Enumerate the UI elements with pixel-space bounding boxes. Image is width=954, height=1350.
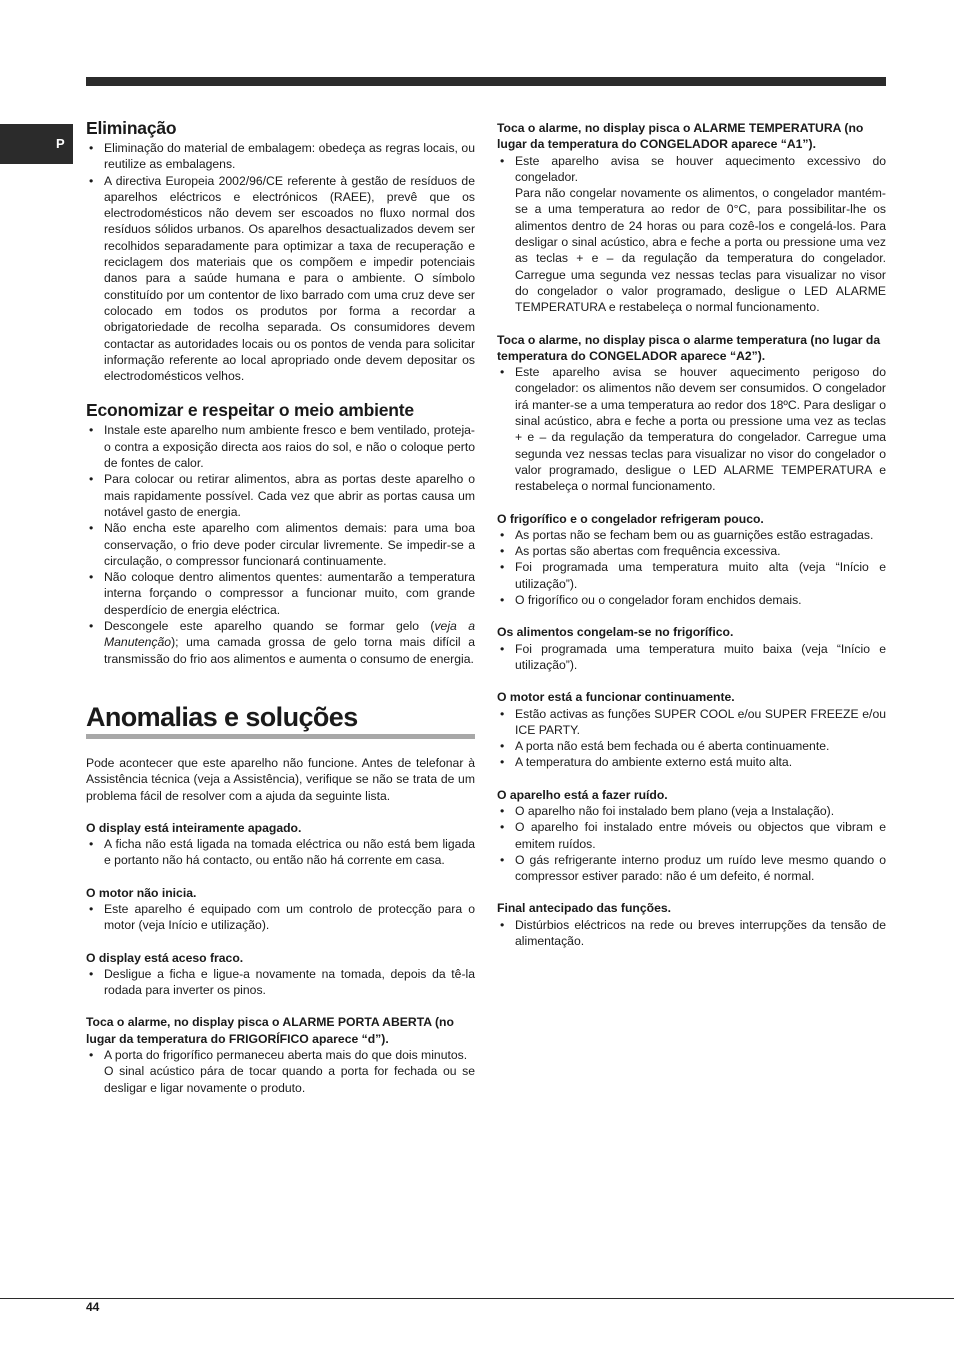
anomalias-intro: Pode acontecer que este aparelho não funcione. Antes de telefonar à Assistência técnica (veja a Assistência), verifique se não se trata de um problema fácil de resolver com a ajuda da seguinte lista. — [86, 755, 475, 803]
manutencao-reference: veja a Manutenção — [104, 619, 475, 650]
list-item: • Este aparelho avisa se houver aquecimento perigoso do congelador: os alimentos não devem ser consumidos. O congelador irá manter-se a uma temperatura ao redor dos 18ºC. Para desligar o sinal acústico, abra e feche a porta ou pressione uma vez as teclas + e – da regulação da temperatura do congelador. Carregue uma segunda vez nessas teclas para visualizar no visor do congelador o valor programado, desligue o LED ALARME TEMPERATURA e restabeleça o normal funcionamento. — [497, 364, 886, 494]
eliminacao-title: Eliminação — [86, 118, 177, 138]
list-item: • Foi programada uma temperatura muito alta (veja “Início e utilização”). — [497, 559, 886, 592]
problem-solutions — [497, 153, 886, 316]
solution-text: A porta do frigorífico permaneceu aberta mais do que dois minutos. — [104, 1048, 468, 1063]
problem-heading: O display está aceso fraco. — [86, 950, 244, 965]
problem-solutions — [86, 836, 475, 869]
list-item: • Desligue a ficha e ligue-a novamente na tomada, depois da tê-la rodada para inverter os pinos. — [86, 966, 475, 999]
list-item: • As portas não se fecham bem ou as guarnições estão estragadas. — [497, 527, 886, 543]
problem-heading: O motor está a funcionar continuamente. — [497, 690, 735, 705]
footer-rule — [0, 1298, 954, 1299]
title-underline — [86, 734, 475, 739]
header-bar — [86, 77, 886, 86]
list-item: • O aparelho não foi instalado bem plano (veja a Instalação). — [497, 803, 886, 819]
problem-heading: Final antecipado das funções. — [497, 901, 672, 916]
list-item: • A porta não está bem fechada ou é aberta continuamente. — [497, 738, 886, 754]
solution-continuation: Para não congelar novamente os alimentos, o congelador mantém-se a uma temperatura ao redor de 0°C, para possibilitar-lhe os alimentos dentro de 24 horas ou para cozê-los e congelá-los. Para desligar o sinal acústico, abra e feche a porta ou pressione uma vez as teclas + e – da regulação da temperatura do congelador. Carregue uma segunda vez nessas teclas para visualizar no visor do congelador o valor programado, desligue o LED ALARME TEMPERATURA e restabeleça o normal funcionamento. — [515, 186, 886, 315]
language-tab-label: P — [56, 136, 65, 151]
problem-heading: O display está inteiramente apagado. — [86, 820, 302, 835]
problem-solutions — [497, 917, 886, 950]
list-item: • O frigorífico ou o congelador foram enchidos demais. — [497, 592, 886, 608]
list-item: • As portas são abertas com frequência excessiva. — [497, 543, 886, 559]
list-item: • Estão activas as funções SUPER COOL e/ou SUPER FREEZE e/ou ICE PARTY. — [497, 706, 886, 739]
right-column — [497, 120, 886, 949]
list-item: • Instale este aparelho num ambiente fresco e bem ventilado, proteja-o contra a exposição directa aos raios do sol, e não o coloque perto de fontes de calor. — [86, 422, 475, 471]
problem-heading: Toca o alarme, no display pisca o ALARME TEMPERATURA (no lugar da temperatura do CONGELADOR aparece “A1”). — [497, 121, 864, 152]
problem-solutions — [497, 527, 886, 608]
problem-solutions — [497, 641, 886, 674]
language-tab — [0, 124, 73, 164]
list-item: • O gás refrigerante interno produz um ruído leve mesmo quando o compressor estiver parado: não é um defeito, é normal. — [497, 852, 886, 885]
problem-solutions — [497, 364, 886, 494]
list-item — [86, 618, 475, 667]
problem-heading: O frigorífico e o congelador refrigeram pouco. — [497, 511, 764, 526]
problem-heading: O aparelho está a fazer ruído. — [497, 787, 668, 802]
list-item: • Não coloque dentro alimentos quentes: aumentarão a temperatura interna forçando o compressor a funcionar muito, com grande desperdício de energia eléctrica. — [86, 569, 475, 618]
manutencao-text-before: Descongele este aparelho quando se formar gelo ( — [104, 619, 435, 634]
list-item — [497, 153, 886, 316]
problem-heading: Os alimentos congelam-se no frigorífico. — [497, 625, 734, 640]
list-item: • Eliminação do material de embalagem: obedeça as regras locais, ou reutilize as embalagens. — [86, 140, 475, 173]
list-item: • Não encha este aparelho com alimentos demais: para uma boa conservação, o frio deve poder circular livremente. Se impedir-se a circulação, o compressor funcionará continuamente. — [86, 520, 475, 569]
problem-heading: Toca o alarme, no display pisca o alarme temperatura (no lugar da temperatura do CONGELADOR aparece “A2”). — [497, 332, 881, 363]
problem-solutions — [86, 966, 475, 999]
problem-solutions — [497, 803, 886, 884]
list-item: • O aparelho foi instalado entre móveis ou objectos que vibram e emitem ruídos. — [497, 819, 886, 852]
list-item: • A directiva Europeia 2002/96/CE referente à gestão de resíduos de aparelhos eléctricos e electrónicos (RAEE), prevê que os electrodomésticos não devem ser escoados no fluxo normal dos resíduos sólidos urbanos. Os aparelhos desactualizados devem ser recolhidos separadamente para optimizar a taxa de recuperação e reciclagem dos materiais que os compõem e impedir potenciais danos para a saúde humana e para o ambiente. O símbolo constituído por um contentor de lixo barrado com uma cruz deve ser colocado em todos os produtos por forma a recordar a obrigatoriedade de recolha separada. Os consumidores devem contactar as autoridades locais ou os pontos de venda para solicitar informação referente ao local apropriado onde devem depositar os electrodomésticos velhos. — [86, 173, 475, 385]
problem-heading: Toca o alarme, no display pisca o ALARME PORTA ABERTA (no lugar da temperatura do FRIGORÍFICO aparece “d”). — [86, 1015, 454, 1046]
list-item — [86, 1047, 475, 1096]
left-column — [86, 118, 475, 1096]
solution-continuation: O sinal acústico pára de tocar quando a porta for fechada ou se desligar e ligar novamente o produto. — [104, 1064, 475, 1095]
problem-solutions — [86, 1047, 475, 1096]
economizar-title: Economizar e respeitar o meio ambiente — [86, 400, 414, 421]
page-number: 44 — [86, 1300, 100, 1314]
anomalias-title: Anomalias e soluções — [86, 701, 358, 732]
list-item: • Foi programada uma temperatura muito baixa (veja “Início e utilização”). — [497, 641, 886, 674]
solution-text: Este aparelho avisa se houver aquecimento excessivo do congelador. — [515, 153, 886, 184]
list-item: • Este aparelho é equipado com um controlo de protecção para o motor (veja Início e utilização). — [86, 901, 475, 934]
problem-solutions — [86, 901, 475, 934]
list-item: • Para colocar ou retirar alimentos, abra as portas deste aparelho o mais rapidamente possível. Cada vez que abrir as portas causa um notável gasto de energia. — [86, 471, 475, 520]
eliminacao-list — [86, 140, 475, 384]
list-item: • Distúrbios eléctricos na rede ou breves interrupções da tensão de alimentação. — [497, 917, 886, 950]
list-item: • A temperatura do ambiente externo está muito alta. — [497, 754, 886, 770]
problem-solutions — [497, 706, 886, 771]
list-item: • A ficha não está ligada na tomada eléctrica ou não está bem ligada e portanto não há contacto, ou então não há corrente em casa. — [86, 836, 475, 869]
manutencao-text-after: ); uma camada grossa de gelo torna mais difícil a transmissão do frio aos alimentos e aumenta o consumo de energia. — [104, 635, 475, 666]
problem-heading: O motor não inicia. — [86, 885, 197, 900]
economizar-list — [86, 422, 475, 666]
